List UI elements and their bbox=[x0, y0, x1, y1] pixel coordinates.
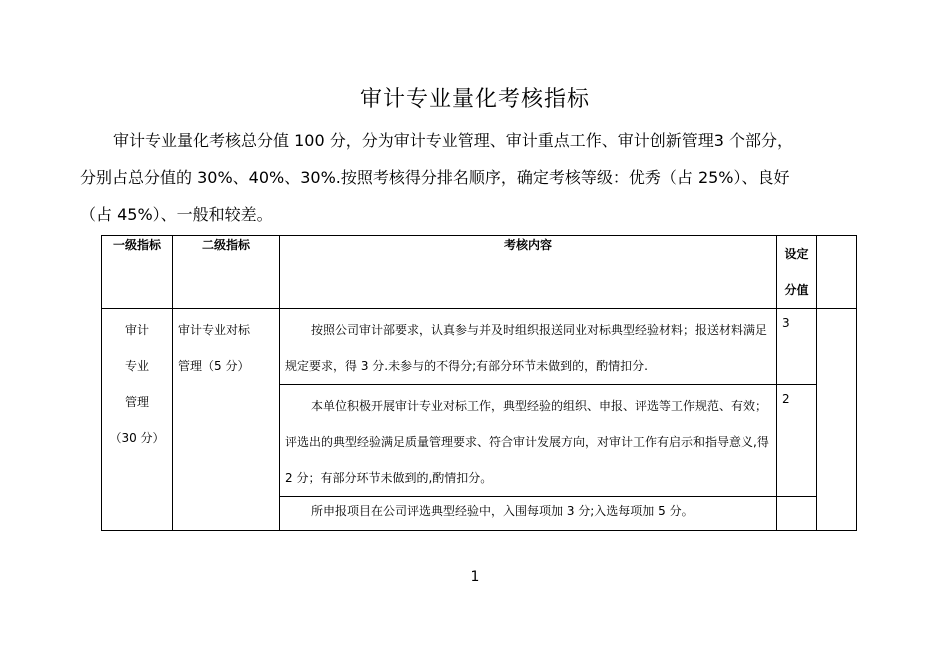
intro-line-1: 审计专业量化考核总分值 100 分，分为审计专业管理、审计重点工作、审计创新管理3 个部分， bbox=[113, 131, 793, 150]
content-text: 按照公司审计部要求，认真参与并及时组织报送同业对标典型经验材料；报送材料满足规定要求，得 3 分.未参与的不得分;有部分环节未做到的，酌情扣分. bbox=[285, 323, 768, 373]
level2-cell bbox=[173, 309, 280, 531]
content-cell bbox=[280, 309, 777, 385]
level1-cell bbox=[102, 309, 173, 531]
score-cell: 3 bbox=[777, 309, 817, 385]
header-score-line1: 设定 bbox=[784, 247, 809, 261]
level1-line3: 管理 bbox=[124, 395, 149, 409]
intro-line-2: 分别占总分值的 30%、40%、30%.按照考核得分排名顺序，确定考核等级：优秀（占 25%）、良好 bbox=[80, 168, 790, 187]
content-cell bbox=[280, 385, 777, 497]
page-number: 1 bbox=[470, 569, 480, 585]
header-level1: 一级指标 bbox=[102, 236, 173, 309]
assessment-table bbox=[101, 235, 857, 531]
table-row bbox=[102, 309, 857, 385]
level2-line1: 审计专业对标 bbox=[178, 323, 251, 337]
score-cell: 2 bbox=[777, 385, 817, 497]
extra-cell bbox=[817, 309, 857, 531]
header-extra bbox=[817, 236, 857, 309]
header-content: 考核内容 bbox=[280, 236, 777, 309]
intro-line-3: （占 45%）、一般和较差。 bbox=[80, 205, 273, 224]
content-cell bbox=[280, 497, 777, 531]
level1-line2: 专业 bbox=[124, 359, 149, 373]
level1-line4: （30 分） bbox=[109, 431, 165, 445]
intro-paragraph bbox=[80, 122, 880, 233]
table-header-row bbox=[102, 236, 857, 309]
header-level2: 二级指标 bbox=[173, 236, 280, 309]
header-score bbox=[777, 236, 817, 309]
content-text: 所申报项目在公司评选典型经验中，入围每项加 3 分;入选每项加 5 分。 bbox=[311, 504, 694, 518]
content-text: 本单位积极开展审计专业对标工作，典型经验的组织、申报、评选等工作规范、有效；评选出的典型经验满足质量管理要求、符合审计发展方向，对审计工作有启示和指导意义,得 2 分；有部分环节未做到的,酌情扣分。 bbox=[285, 399, 769, 485]
header-score-line2: 分值 bbox=[784, 283, 809, 297]
level1-line1: 审计 bbox=[124, 323, 149, 337]
score-cell bbox=[777, 497, 817, 531]
level2-line2: 管理（5 分） bbox=[178, 359, 250, 373]
document-title: 审计专业量化考核指标 bbox=[359, 87, 590, 112]
